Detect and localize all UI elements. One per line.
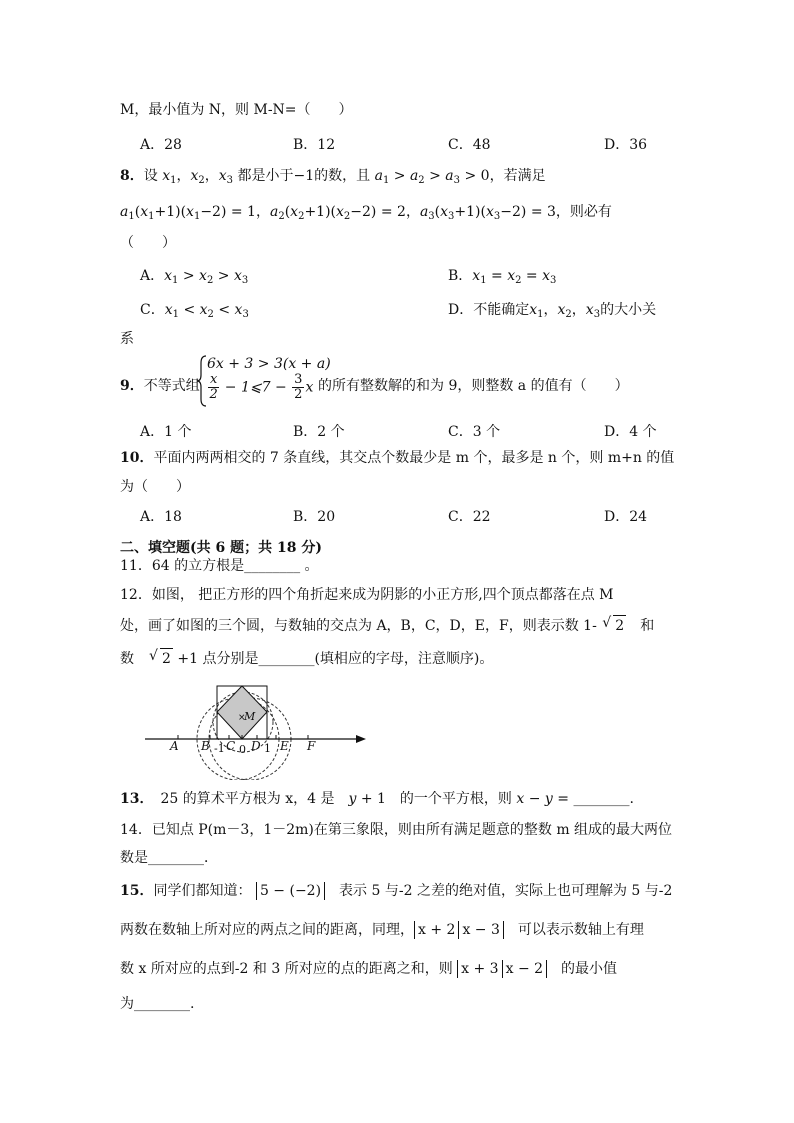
q8-option-d[interactable]: D．不能确定$x_1$，$x_2$，$x_3$的大小关 — [448, 302, 657, 320]
q8-option-c[interactable]: C．$x_1 < x_2 < x_3$ — [140, 302, 249, 320]
label-one: 1 — [264, 742, 271, 755]
q12-line2: 处，画了如图的三个圆，与数轴的交点为 A，B，C，D，E，F，则表示数 1- √ 2 和 — [120, 615, 654, 636]
q8-option-a[interactable]: A．$x_1 > x_2 > x_3$ — [140, 268, 249, 286]
label-zero: 0 — [239, 743, 246, 756]
q15-line2: 两数在数轴上所对应的两点之间的距离，同理， x + 2 x − 3 可以表示数轴上有理 — [120, 922, 644, 938]
q9-option-d[interactable]: D．4 个 — [604, 424, 657, 440]
section-heading: 二、填空题(共 6 题；共 18 分) — [120, 540, 322, 556]
q9-option-b[interactable]: B．2 个 — [293, 424, 345, 440]
q9-line2: $\frac{x}{2}$ − 1⩽7 − $\frac{3}{2}$ x — [209, 372, 314, 402]
q14-line1: 14．已知点 P(m－3，1－2m)在第三象限，则由所有满足题意的整数 m 组成的最大两位 — [120, 822, 673, 838]
q9-line1: 6x + 3 > 3(x + a) — [207, 356, 331, 372]
q11-stem: 11．64 的立方根是________ 。 — [120, 558, 319, 574]
q10-option-a[interactable]: A．18 — [140, 509, 182, 525]
q9-option-c[interactable]: C．3 个 — [448, 424, 501, 440]
q10-stem: 10．平面内两两相交的 7 条直线，其交点个数最少是 m 个，最多是 n 个，则 m+n 的值 — [120, 450, 675, 466]
q8-option-d-wrap: 系 — [120, 331, 134, 347]
abs-expression: 5 − (−2) — [256, 882, 325, 900]
label-a: A — [170, 739, 179, 753]
q10-option-d[interactable]: D．24 — [604, 509, 648, 525]
q7-option-b[interactable]: B．12 — [293, 137, 336, 153]
label-b: B — [201, 739, 210, 753]
q7-option-a[interactable]: A．28 — [140, 137, 182, 153]
q15-line1: 15．同学们都知道： 5 − (−2) 表示 5 与-2 之差的绝对值，实际上也可理解为 5 与-2 — [120, 883, 673, 899]
label-c: C — [226, 739, 236, 753]
q12-number-line-figure — [140, 680, 380, 780]
q9-stem-tail: 的所有整数解的和为 9，则整数 a 的值有（ ） — [318, 378, 629, 394]
q15-line4: 为________. — [120, 996, 195, 1012]
q8-equations: $a_1(x_1+1)(x_1-2) = 1$，$a_2(x_2+1)(x_2-2) = 2$，$a_3(x_3+1)(x_3-2) = 3$，则必有 — [120, 204, 612, 222]
q15-line3: 数 x 所对应的点到-2 和 3 所对应的点的距离之和，则 x + 3 x − 2 的最小值 — [120, 961, 618, 977]
arrow-icon — [356, 735, 366, 743]
q9-stem: 9．不等式组 — [120, 378, 200, 394]
label-d: D — [251, 739, 261, 753]
q14-line2: 数是________． — [120, 850, 218, 866]
left-brace-icon — [197, 355, 207, 407]
label-f: F — [307, 739, 316, 753]
q7-option-c[interactable]: C．48 — [448, 137, 491, 153]
q7-option-d[interactable]: D．36 — [604, 137, 648, 153]
q9-option-a[interactable]: A．1 个 — [140, 424, 192, 440]
q8-option-b[interactable]: B．$x_1 = x_2 = x_3$ — [448, 268, 557, 286]
q8-number: 8． — [120, 168, 144, 184]
q13-stem: 13． 25 的算术平方根为 x，4 是 y + 1 的一个平方根，则 x − y = ________. — [120, 791, 634, 807]
q10-stem-wrap: 为（ ） — [120, 479, 190, 495]
q7-tail: M，最小值为 N，则 M-N=（ ） — [120, 102, 353, 118]
q9-inequality-system — [197, 355, 331, 410]
q12-line1: 12．如图， 把正方形的四个角折起来成为阴影的小正方形,四个顶点都落在点 M — [120, 587, 614, 603]
label-m: M — [244, 710, 256, 723]
label-e: E — [280, 739, 289, 753]
q12-line3: 数 √ 2 +1 点分别是________(填相应的字母，注意顺序)。 — [120, 648, 493, 669]
q8-stem: 8．设 $x_1$，$x_2$，$x_3$ 都是小于−1的数，且 $a_1 > a_2 > a_3 > 0$，若满足 — [120, 168, 546, 186]
q8-paren: （ ） — [120, 235, 176, 251]
q10-option-c[interactable]: C．22 — [448, 509, 491, 525]
label-minus-one: -1 — [214, 742, 225, 755]
q10-option-b[interactable]: B．20 — [293, 509, 336, 525]
point-m-marker-icon: × — [238, 713, 246, 723]
